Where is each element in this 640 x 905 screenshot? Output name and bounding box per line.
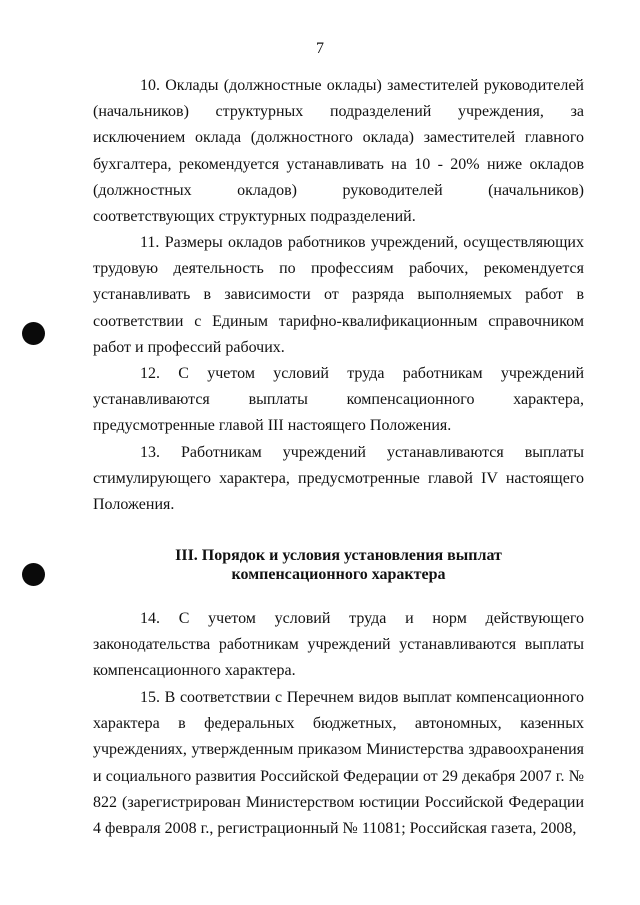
paragraph-12: 12. С учетом условий труда работникам учреждений устанавливаются выплаты компенсационного характера, предусмотренные главой III настоящего Положения. [93, 365, 584, 435]
paragraph-13-block [93, 440, 584, 519]
punch-hole-upper [22, 322, 45, 345]
paragraph-14: 14. С учетом условий труда и норм действующего законодательства работникам учреждений устанавливаются выплаты компенсационного характера. [93, 610, 584, 680]
paragraph-15-block [93, 685, 584, 842]
paragraph-14-block [93, 606, 584, 685]
paragraph-12-block [93, 361, 584, 440]
section-heading [93, 546, 584, 584]
punch-hole-lower [22, 563, 45, 586]
paragraph-15: 15. В соответствии с Перечнем видов выплат компенсационного характера в федеральных бюджетных, автономных, казенных учреждениях, утвержденным приказом Министерства здравоохранения и социального развития Российской Федерации от 29 декабря 2007 г. № 822 (зарегистрирован Министерством юстиции Российской Федерации 4 февраля 2008 г., регистрационный № 11081; Российская газета, 2008, [93, 689, 584, 838]
section-heading-line-2: компенсационного характера [231, 566, 446, 583]
paragraph-13: 13. Работникам учреждений устанавливаются выплаты стимулирующего характера, предусмотренные главой IV настоящего Положения. [93, 444, 584, 514]
paragraph-11-block [93, 230, 584, 361]
paragraph-10: 10. Оклады (должностные оклады) заместителей руководителей (начальников) структурных подразделений учреждения, за исключением оклада (должностного оклада) заместителей главного бухгалтера, рекомендуется устанавливать на 10 - 20% ниже окладов (должностных окладов) руководителей (начальников) соответствующих структурных подразделений. [93, 77, 584, 226]
paragraph-10-block [93, 73, 584, 230]
paragraph-11: 11. Размеры окладов работников учреждений, осуществляющих трудовую деятельность по профессиям рабочих, рекомендуется устанавливать в зависимости от разряда выполняемых работ в соответствии с Единым тарифно-квалификационным справочником работ и профессий рабочих. [93, 234, 584, 356]
section-heading-line-1: III. Порядок и условия установления выплат [175, 547, 502, 564]
page-number: 7 [316, 40, 324, 57]
